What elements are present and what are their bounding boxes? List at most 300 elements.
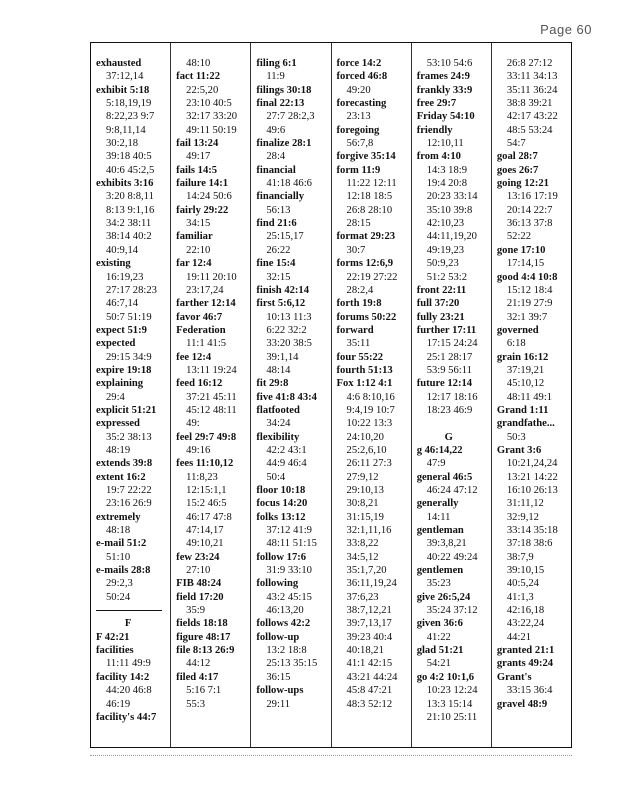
index-term: folks 13:12 bbox=[256, 511, 306, 523]
index-term: Grant's bbox=[496, 671, 532, 683]
index-term: figure 48:17 bbox=[176, 631, 231, 643]
index-term: expire 19:18 bbox=[96, 364, 152, 376]
index-term: first 5:6,12 bbox=[256, 298, 306, 310]
page-line-reference: 35:24 37:12 bbox=[426, 605, 478, 617]
page-line-reference: 14:11 bbox=[426, 511, 451, 523]
page-line-reference: 32:1 39:7 bbox=[506, 311, 548, 323]
page-line-reference: 38:7,9 bbox=[506, 551, 534, 563]
index-term: finalize 28:1 bbox=[256, 138, 312, 150]
page-line-reference: 25:2,6,10 bbox=[346, 444, 387, 456]
page-line-reference: 46:19 bbox=[106, 698, 131, 710]
page-line-reference: 38:7,12,21 bbox=[346, 605, 392, 617]
index-column-6 bbox=[491, 43, 571, 747]
page-line-reference: 34:24 bbox=[266, 418, 291, 430]
page-line-reference: 40:18,21 bbox=[346, 645, 384, 657]
page-line-reference: 31:15,19 bbox=[346, 511, 384, 523]
index-term: follow-up bbox=[256, 631, 300, 643]
page-line-reference: 45:10,12 bbox=[506, 378, 545, 390]
index-term: existing bbox=[96, 258, 131, 270]
index-term: fairly 29:22 bbox=[176, 204, 229, 216]
page-line-reference: 41:18 46:6 bbox=[266, 178, 312, 190]
page-line-reference: 29:15 34:9 bbox=[106, 351, 152, 363]
page-line-reference: 5:18,19,19 bbox=[106, 98, 152, 110]
page-line-reference: 25:15,17 bbox=[266, 231, 304, 243]
index-term: feed 16:12 bbox=[176, 378, 223, 390]
page-line-reference: 56:13 bbox=[266, 204, 291, 216]
index-term: five 41:8 43:4 bbox=[256, 391, 317, 403]
index-term: fail 13:24 bbox=[176, 138, 219, 150]
page-line-reference: 39:18 40:5 bbox=[106, 151, 152, 163]
index-term: Friday 54:10 bbox=[416, 111, 475, 123]
page-line-reference: 19:11 20:10 bbox=[186, 271, 237, 283]
page-line-reference: 11:22 12:11 bbox=[346, 178, 397, 190]
index-term: from 4:10 bbox=[416, 151, 461, 163]
page-line-reference: 39:1,14 bbox=[266, 351, 299, 363]
page-line-reference: 39:3,8,21 bbox=[426, 538, 467, 550]
page-line-reference: 31:11,12 bbox=[506, 498, 544, 510]
page-line-reference: 50:7 51:19 bbox=[106, 311, 152, 323]
page-line-reference: 40:6 45:2,5 bbox=[106, 164, 155, 176]
page-line-reference: 13:2 18:8 bbox=[266, 645, 307, 657]
index-term: go 4:2 10:1,6 bbox=[416, 671, 475, 683]
page-line-reference: 6:22 32:2 bbox=[266, 324, 307, 336]
page-line-reference: 45:8 47:21 bbox=[346, 685, 393, 697]
page-line-reference: 43:2 45:15 bbox=[266, 591, 312, 603]
index-term: friendly bbox=[416, 124, 453, 136]
page-line-reference: 15:12 18:4 bbox=[506, 284, 553, 296]
index-column-3 bbox=[250, 43, 330, 747]
page-line-reference: 34:15 bbox=[186, 218, 211, 230]
index-term: final 22:13 bbox=[256, 98, 305, 110]
index-term: financial bbox=[256, 164, 296, 176]
index-term: gone 17:10 bbox=[496, 244, 546, 256]
page-line-reference: 49:20 bbox=[346, 84, 371, 96]
page-line-reference: 14:24 50:6 bbox=[186, 191, 232, 203]
page-line-reference: 31:9 33:10 bbox=[266, 565, 312, 577]
page-line-reference: 51:10 bbox=[106, 551, 131, 563]
page-line-reference: 42:17 43:22 bbox=[506, 111, 558, 123]
page-line-reference: 50:3 bbox=[506, 431, 526, 443]
index-term: forecasting bbox=[336, 98, 387, 110]
index-term: explaining bbox=[96, 378, 144, 390]
page-line-reference: 26:8 28:10 bbox=[346, 204, 393, 216]
index-term: governed bbox=[496, 324, 539, 336]
page-line-reference: 22:10 bbox=[186, 244, 211, 256]
page-line-reference: 23:16 26:9 bbox=[106, 498, 152, 510]
page-line-reference: 39:23 40:4 bbox=[346, 631, 393, 643]
page-line-reference: 48:11 51:15 bbox=[266, 538, 317, 550]
page-line-reference: 15:2 46:5 bbox=[186, 498, 227, 510]
page-line-reference: 36:11,19,24 bbox=[346, 578, 397, 590]
index-term: gentleman bbox=[416, 525, 464, 537]
index-term: expect 51:9 bbox=[96, 324, 147, 336]
page-line-reference: 44:21 bbox=[506, 631, 531, 643]
page-line-reference: 34:2 38:11 bbox=[106, 218, 152, 230]
index-term: forgive 35:14 bbox=[336, 151, 396, 163]
page-line-reference: 49:10,21 bbox=[186, 538, 224, 550]
page-line-reference: 49: bbox=[186, 418, 200, 430]
page-line-reference: 40:9,14 bbox=[106, 244, 139, 256]
index-term: Grand 1:11 bbox=[496, 404, 549, 416]
page-line-reference: 30:2,18 bbox=[106, 138, 139, 150]
page-line-reference: 44:20 46:8 bbox=[106, 685, 152, 697]
page-line-reference: 35:11 36:24 bbox=[506, 84, 558, 96]
index-term: Fox 1:12 4:1 bbox=[336, 378, 393, 390]
index-term: facilities bbox=[96, 645, 134, 657]
page-line-reference: 37:6,23 bbox=[346, 591, 379, 603]
page-line-reference: 42:16,18 bbox=[506, 605, 545, 617]
index-term: fourth 51:13 bbox=[336, 364, 393, 376]
page-line-reference: 28:2,4 bbox=[346, 284, 374, 296]
index-term: given 36:6 bbox=[416, 618, 463, 630]
page-line-reference: 18:23 46:9 bbox=[426, 404, 473, 416]
page-line-reference: 48:14 bbox=[266, 364, 291, 376]
page-line-reference: 11:9 bbox=[266, 71, 285, 83]
page-line-reference: 32:9,12 bbox=[506, 511, 539, 523]
section-letter: G bbox=[444, 431, 453, 443]
index-term: format 29:23 bbox=[336, 231, 396, 243]
index-term: glad 51:21 bbox=[416, 645, 464, 657]
page-line-reference: 10:22 13:3 bbox=[346, 418, 393, 430]
page-line-reference: 55:3 bbox=[186, 698, 206, 710]
index-term: fact 11:22 bbox=[176, 71, 221, 83]
page-line-reference: 9:8,11,14 bbox=[106, 124, 146, 136]
page-line-reference: 20:23 33:14 bbox=[426, 191, 478, 203]
page-line-reference: 22:5,20 bbox=[186, 84, 219, 96]
page-line-reference: 35:23 bbox=[426, 578, 451, 590]
index-term: gentlemen bbox=[416, 565, 464, 577]
index-term: expected bbox=[96, 338, 136, 350]
index-term: g 46:14,22 bbox=[416, 444, 463, 456]
page-line-reference: 42:10,23 bbox=[426, 218, 465, 230]
page-line-reference: 39:10,15 bbox=[506, 565, 545, 577]
index-term: four 55:22 bbox=[336, 351, 384, 363]
index-term: exhausted bbox=[96, 58, 142, 69]
index-term: extends 39:8 bbox=[96, 458, 153, 470]
index-term: fee 12:4 bbox=[176, 351, 212, 363]
index-term: forth 19:8 bbox=[336, 298, 382, 310]
page-line-reference: 21:19 27:9 bbox=[506, 298, 553, 310]
index-term: foregoing bbox=[336, 124, 380, 136]
index-term: find 21:6 bbox=[256, 218, 297, 230]
page-line-reference: 48:11 49:1 bbox=[506, 391, 553, 403]
index-term: fit 29:8 bbox=[256, 378, 289, 390]
page-line-reference: 39:7,13,17 bbox=[346, 618, 392, 630]
page-line-reference: 33:8,22 bbox=[346, 538, 379, 550]
index-term: farther 12:14 bbox=[176, 298, 236, 310]
page-line-reference: 12:18 18:5 bbox=[346, 191, 393, 203]
index-term: generally bbox=[416, 498, 459, 510]
page-line-reference: 45:12 48:11 bbox=[186, 404, 237, 416]
page-line-reference: 25:13 35:15 bbox=[266, 658, 318, 670]
page-line-reference: 23:17,24 bbox=[186, 284, 224, 296]
page-line-reference: 49:6 bbox=[266, 124, 286, 136]
page-line-reference: 32:17 33:20 bbox=[186, 111, 238, 123]
index-term: fees 11:10,12 bbox=[176, 458, 234, 470]
page-line-reference: 44:11,19,20 bbox=[426, 231, 477, 243]
index-term: few 23:24 bbox=[176, 551, 220, 563]
index-term: feel 29:7 49:8 bbox=[176, 431, 237, 443]
page-line-reference: 10:23 12:24 bbox=[426, 685, 478, 697]
page-line-reference: 36:15 bbox=[266, 671, 291, 683]
page-line-reference: 20:14 22:7 bbox=[506, 204, 553, 216]
page-line-reference: 35:2 38:13 bbox=[106, 431, 152, 443]
page-line-reference: 27:9,12 bbox=[346, 471, 379, 483]
index-term: fails 14:5 bbox=[176, 164, 218, 176]
page-line-reference: 12:15:1,1 bbox=[186, 485, 227, 496]
index-term: file 8:13 26:9 bbox=[176, 645, 235, 657]
page-line-reference: 41:1,3 bbox=[506, 591, 534, 603]
index-term: give 26:5,24 bbox=[416, 591, 471, 603]
index-term: finish 42:14 bbox=[256, 284, 310, 296]
index-term: field 17:20 bbox=[176, 591, 224, 603]
page-line-reference: 49:17 bbox=[186, 151, 211, 163]
page-line-reference: 49:11 50:19 bbox=[186, 124, 237, 136]
page-line-reference: 46:17 47:8 bbox=[186, 511, 232, 523]
index-term: far 12:4 bbox=[176, 258, 212, 270]
index-term: good 4:4 10:8 bbox=[496, 271, 558, 283]
page-line-reference: 27:10 bbox=[186, 565, 211, 577]
page-line-reference: 50:9,23 bbox=[426, 258, 459, 270]
page-line-reference: 27:7 28:2,3 bbox=[266, 111, 315, 123]
page-line-reference: 43:22,24 bbox=[506, 618, 545, 630]
index-term: e-mail 51:2 bbox=[96, 538, 147, 550]
page-line-reference: 37:12 41:9 bbox=[266, 525, 312, 537]
index-term: forward bbox=[336, 324, 374, 336]
index-term: exhibit 5:18 bbox=[96, 84, 150, 96]
section-divider bbox=[96, 604, 170, 617]
page-line-reference: 14:3 18:9 bbox=[426, 164, 468, 176]
page-line-reference: 11:1 41:5 bbox=[186, 338, 227, 350]
page-line-reference: 38:8 39:21 bbox=[506, 98, 553, 110]
index-term: full 37:20 bbox=[416, 298, 460, 310]
page-line-reference: 46:13,20 bbox=[266, 605, 304, 617]
page-line-reference: 42:2 43:1 bbox=[266, 444, 307, 456]
page-line-reference: 49:16 bbox=[186, 444, 211, 456]
page-line-reference: 48:18 bbox=[106, 525, 131, 537]
page-line-reference: 26:22 bbox=[266, 244, 291, 256]
index-term: facility's 44:7 bbox=[96, 711, 157, 723]
index-term: grants 49:24 bbox=[496, 658, 554, 670]
page-line-reference: 44:9 46:4 bbox=[266, 458, 307, 470]
index-term: goes 26:7 bbox=[496, 164, 539, 176]
page-line-reference: 44:12 bbox=[186, 658, 211, 670]
index-term: follows 42:2 bbox=[256, 618, 311, 630]
page-line-reference: 29:4 bbox=[106, 391, 125, 403]
page-line-reference: 33:15 36:4 bbox=[506, 685, 553, 697]
index-term: general 46:5 bbox=[416, 471, 473, 483]
page-line-reference: 37:18 38:6 bbox=[506, 538, 553, 550]
page-line-reference: 49:19,23 bbox=[426, 244, 465, 256]
index-term: extent 16:2 bbox=[96, 471, 146, 483]
page-line-reference: 10:21,24,24 bbox=[506, 458, 558, 470]
page-line-reference: 50:4 bbox=[266, 471, 286, 483]
index-term: forms 12:6,9 bbox=[336, 258, 394, 270]
index-term: flatfooted bbox=[256, 404, 300, 416]
page-line-reference: 16:10 26:13 bbox=[506, 485, 558, 496]
section-letter: F bbox=[124, 618, 132, 630]
page-line-reference: 28:4 bbox=[266, 151, 286, 163]
page-line-reference: 6:18 bbox=[506, 338, 526, 350]
page-line-reference: 54:7 bbox=[506, 138, 526, 150]
page-line-reference: 24:10,20 bbox=[346, 431, 384, 443]
page-line-reference: 47:14,17 bbox=[186, 525, 224, 537]
page-line-reference: 26:8 27:12 bbox=[506, 58, 553, 69]
index-term: granted 21:1 bbox=[496, 645, 555, 657]
page-line-reference: 10:13 11:3 bbox=[266, 311, 312, 323]
index-term: explicit 51:21 bbox=[96, 404, 157, 416]
page-line-reference: 11:11 49:9 bbox=[106, 658, 151, 670]
page-line-reference: 3:20 8:8,11 bbox=[106, 191, 154, 203]
index-term: free 29:7 bbox=[416, 98, 457, 110]
bottom-divider bbox=[90, 755, 572, 756]
page-line-reference: 54:21 bbox=[426, 658, 451, 670]
page-line-reference: 8:13 9:1,16 bbox=[106, 204, 155, 216]
page-line-reference: 28:15 bbox=[346, 218, 371, 230]
page-line-reference: 48:10 bbox=[186, 58, 211, 69]
index-term: gravel 48:9 bbox=[496, 698, 548, 710]
index-term: filing 6:1 bbox=[256, 58, 297, 69]
index-term: frankly 33:9 bbox=[416, 84, 473, 96]
index-term: failure 14:1 bbox=[176, 178, 229, 190]
page-line-reference: 21:10 25:11 bbox=[426, 711, 478, 723]
page-line-reference: 50:24 bbox=[106, 591, 131, 603]
index-term: fine 15:4 bbox=[256, 258, 296, 270]
index-column-4 bbox=[331, 43, 411, 747]
page-line-reference: 46:7,14 bbox=[106, 298, 139, 310]
page-line-reference: 12:10,11 bbox=[426, 138, 464, 150]
page-line-reference: 4:6 8:10,16 bbox=[346, 391, 395, 403]
index-term: form 11:9 bbox=[336, 164, 381, 176]
page-line-reference: 17:15 24:24 bbox=[426, 338, 478, 350]
page-line-reference: 32:15 bbox=[266, 271, 291, 283]
page-line-reference: 11:8,23 bbox=[186, 471, 218, 483]
index-term: further 17:11 bbox=[416, 324, 477, 336]
index-term: frames 24:9 bbox=[416, 71, 470, 83]
page-line-reference: 23:10 40:5 bbox=[186, 98, 232, 110]
page-line-reference: 23:13 bbox=[346, 111, 371, 123]
page-line-reference: 56:7,8 bbox=[346, 138, 374, 150]
page-line-reference: 5:16 7:1 bbox=[186, 685, 222, 697]
page-line-reference: 32:1,11,16 bbox=[346, 525, 392, 537]
page-line-reference: 35:1,7,20 bbox=[346, 565, 387, 577]
index-term: forced 46:8 bbox=[336, 71, 388, 83]
page-line-reference: 37:12,14 bbox=[106, 71, 144, 83]
index-term: follow-ups bbox=[256, 685, 304, 697]
page-line-reference: 9:4,19 10:7 bbox=[346, 404, 395, 416]
index-term: fully 23:21 bbox=[416, 311, 465, 323]
page-line-reference: 17:14,15 bbox=[506, 258, 545, 270]
index-term: filed 4:17 bbox=[176, 671, 219, 683]
page-line-reference: 48:19 bbox=[106, 444, 131, 456]
index-term: expressed bbox=[96, 418, 140, 430]
index-column-5 bbox=[411, 43, 491, 747]
index-term: filings 30:18 bbox=[256, 84, 312, 96]
page-line-reference: 51:2 53:2 bbox=[426, 271, 468, 283]
page-line-reference: 40:5,24 bbox=[506, 578, 539, 590]
index-term: focus 14:20 bbox=[256, 498, 308, 510]
page-line-reference: 48:3 52:12 bbox=[346, 698, 393, 710]
index-term: fields 18:18 bbox=[176, 618, 228, 630]
page-line-reference: 41:22 bbox=[426, 631, 451, 643]
page-line-reference: 33:11 34:13 bbox=[506, 71, 558, 83]
page-line-reference: 19:4 20:8 bbox=[426, 178, 468, 190]
page-line-reference: 48:5 53:24 bbox=[506, 124, 553, 136]
index-term: favor 46:7 bbox=[176, 311, 223, 323]
page-line-reference: 19:7 22:22 bbox=[106, 485, 152, 496]
index-term: familiar bbox=[176, 231, 213, 243]
page-line-reference: 13:16 17:19 bbox=[506, 191, 558, 203]
page-line-reference: 33:20 38:5 bbox=[266, 338, 312, 350]
index-term: front 22:11 bbox=[416, 284, 467, 296]
index-term: force 14:2 bbox=[336, 58, 382, 69]
index-term: forums 50:22 bbox=[336, 311, 397, 323]
page-line-reference: 29:2,3 bbox=[106, 578, 133, 590]
page-line-reference: 16:19,23 bbox=[106, 271, 144, 283]
index-term: goal 28:7 bbox=[496, 151, 538, 163]
page-line-reference: 52:22 bbox=[506, 231, 531, 243]
spacer bbox=[417, 417, 491, 430]
page-line-reference: 36:13 37:8 bbox=[506, 218, 553, 230]
page-line-reference: 13:11 19:24 bbox=[186, 364, 237, 376]
index-term: Grant 3:6 bbox=[496, 444, 542, 456]
page-line-reference: 37:21 45:11 bbox=[186, 391, 237, 403]
page-line-reference: 30:8,21 bbox=[346, 498, 379, 510]
page-line-reference: 27:17 28:23 bbox=[106, 284, 157, 296]
index-term: going 12:21 bbox=[496, 178, 549, 190]
word-index-table bbox=[90, 42, 572, 748]
index-term: exhibits 3:16 bbox=[96, 178, 154, 190]
page-line-reference: 47:9 bbox=[426, 458, 446, 470]
page-line-reference: 38:14 40:2 bbox=[106, 231, 152, 243]
page-line-reference: 30:7 bbox=[346, 244, 366, 256]
page-line-reference: 46:24 47:12 bbox=[426, 485, 478, 496]
index-term: follow 17:6 bbox=[256, 551, 307, 563]
page-line-reference: 35:11 bbox=[346, 338, 371, 350]
page-line-reference: 22:19 27:22 bbox=[346, 271, 398, 283]
index-term: grandfathe... bbox=[496, 418, 555, 430]
index-column-2 bbox=[170, 43, 250, 747]
index-term: extremely bbox=[96, 511, 141, 523]
index-term: facility 14:2 bbox=[96, 671, 150, 683]
index-term: F 42:21 bbox=[96, 631, 130, 643]
index-column-1 bbox=[91, 43, 170, 747]
page-line-reference: 53:9 56:11 bbox=[426, 364, 472, 376]
index-term: floor 10:18 bbox=[256, 485, 306, 496]
index-term: e-mails 28:8 bbox=[96, 565, 151, 577]
index-term: financially bbox=[256, 191, 305, 203]
page-line-reference: 12:17 18:16 bbox=[426, 391, 478, 403]
page-line-reference: 53:10 54:6 bbox=[426, 58, 473, 69]
page-line-reference: 13:3 15:14 bbox=[426, 698, 473, 710]
page-line-reference: 43:21 44:24 bbox=[346, 671, 398, 683]
page-line-reference: 40:22 49:24 bbox=[426, 551, 478, 563]
page-line-reference: 29:10,13 bbox=[346, 485, 384, 496]
page-line-reference: 29:11 bbox=[266, 698, 291, 710]
page-line-reference: 25:1 28:17 bbox=[426, 351, 473, 363]
index-term: FIB 48:24 bbox=[176, 578, 222, 590]
index-term: future 12:14 bbox=[416, 378, 473, 390]
index-term: Federation bbox=[176, 324, 226, 336]
index-term: following bbox=[256, 578, 299, 590]
page-number-label: Page 60 bbox=[540, 22, 592, 37]
page-line-reference: 35:10 39:8 bbox=[426, 204, 473, 216]
page-line-reference: 26:11 27:3 bbox=[346, 458, 392, 470]
page-line-reference: 33:14 35:18 bbox=[506, 525, 558, 537]
page-line-reference: 13:21 14:22 bbox=[506, 471, 558, 483]
page-line-reference: 34:5,12 bbox=[346, 551, 379, 563]
index-term: flexibility bbox=[256, 431, 300, 443]
